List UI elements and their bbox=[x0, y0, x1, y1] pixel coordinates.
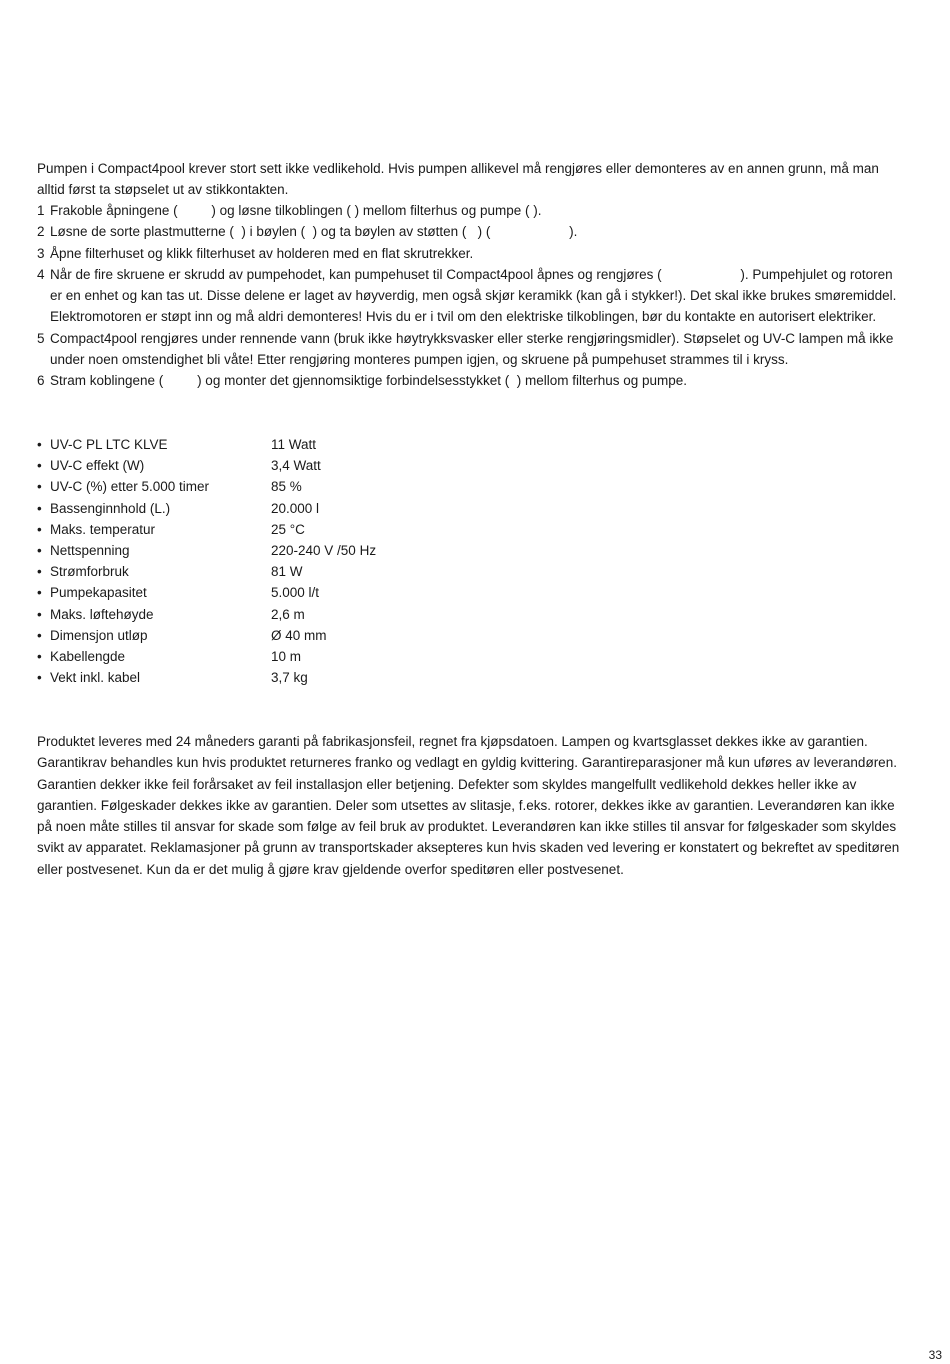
spec-row bbox=[37, 519, 537, 540]
bullet-icon: • bbox=[37, 500, 42, 516]
bullet-icon: • bbox=[37, 648, 42, 664]
spec-value: 20.000 l bbox=[271, 500, 320, 516]
spec-row bbox=[37, 646, 537, 667]
step-item bbox=[37, 200, 907, 221]
spec-label: UV-C (%) etter 5.000 timer bbox=[50, 479, 210, 495]
spec-label: Maks. løftehøyde bbox=[50, 606, 154, 622]
step-number: 2 bbox=[37, 224, 45, 240]
spec-value: Ø 40 mm bbox=[271, 627, 327, 643]
page-number: 33 bbox=[928, 1348, 942, 1362]
spec-value: 3,7 kg bbox=[271, 670, 308, 686]
spec-label: Nettspenning bbox=[50, 542, 130, 558]
spec-row bbox=[37, 625, 537, 646]
step-text: Løsne de sorte plastmutterne ( ) i bøylen ( ) og ta bøylen av støtten ( ) ( ). bbox=[50, 224, 578, 240]
step-number: 1 bbox=[37, 203, 45, 218]
spec-row bbox=[37, 540, 537, 561]
step-text: Stram koblingene ( ) og monter det gjennomsiktige forbindelsesstykket ( ) mellom filterhus og pumpe. bbox=[50, 373, 688, 389]
step-item bbox=[37, 243, 907, 264]
step-text: Når de fire skruene er skrudd av pumpehodet, kan pumpehuset til Compact4pool åpnes og rengjøres ( ). Pumpehjulet og rotoren er en enhet og kan tas ut. Disse delene er laget av høyverdig, men også skjør keramikk (kan gå i stykker!). Det skal ikke brukes smøremiddel. Elektromotoren er støpt inn og må aldri demonteres! Hvis du er i tvil om den elektriske tilkoblingen, bør du kontakte en autorisert elektriker. bbox=[50, 266, 901, 325]
spec-row bbox=[37, 604, 537, 625]
step-item bbox=[37, 328, 907, 371]
spec-row bbox=[37, 561, 537, 582]
spec-row bbox=[37, 498, 537, 519]
bullet-icon: • bbox=[37, 458, 42, 474]
bullet-icon: • bbox=[37, 670, 42, 686]
spec-row bbox=[37, 455, 537, 476]
bullet-icon: • bbox=[37, 564, 42, 580]
spec-value: 220-240 V /50 Hz bbox=[271, 542, 377, 558]
spec-row bbox=[37, 434, 537, 455]
bullet-icon: • bbox=[37, 627, 42, 643]
step-number: 4 bbox=[37, 266, 45, 282]
spec-label: Kabellengde bbox=[50, 648, 126, 664]
step-item bbox=[37, 370, 907, 391]
spec-value: 3,4 Watt bbox=[271, 458, 321, 474]
warranty-paragraph: Produktet leveres med 24 måneders garanti på fabrikasjonsfeil, regnet fra kjøpsdatoen. Lampen og kvartsglasset dekkes ikke av garantien. Garantikrav behandles kun hvis produktet returneres franko og vedlagt en gyldig kvittering. Garantireparasjoner må kun uføres av leverandøren. Garantien dekker ikke feil forårsaket av feil installasjon eller betjening. Defekter som skyldes mangelfullt vedlikehold dekkes heller ikke av garantien. Følgeskader dekkes ikke av garantien. Deler som utsettes av slitasje, f.eks. rotorer, dekkes ikke av garantien. Leverandøren kan ikke på noen måte stilles til ansvar for skade som følge av feil bruk av produktet. Leverandøren kan ikke stilles til ansvar for følgeskader som skyldes svikt av apparatet. Reklamasjoner på grunn av transportskader aksepteres kun hvis skaden ved levering er konstatert og bekreftet av speditøren eller postvesenet. Kun da er det mulig å gjøre krav gjeldende overfor speditøren eller postvesenet. bbox=[37, 734, 900, 877]
step-item bbox=[37, 221, 907, 242]
spec-value: 10 m bbox=[271, 648, 302, 664]
step-number: 6 bbox=[37, 373, 45, 389]
spec-label: UV-C effekt (W) bbox=[50, 458, 145, 474]
bullet-icon: • bbox=[37, 542, 42, 558]
bullet-icon: • bbox=[37, 479, 42, 495]
spec-label: Bassenginnhold (L.) bbox=[50, 500, 171, 516]
step-text: Åpne filterhuset og klikk filterhuset av holderen med en flat skrutrekker. bbox=[50, 245, 474, 261]
step-text: Frakoble åpningene ( ) og løsne tilkoblingen ( ) mellom filterhus og pumpe ( ). bbox=[50, 203, 542, 218]
spec-value: 85 % bbox=[271, 479, 302, 495]
spec-value: 2,6 m bbox=[271, 606, 305, 622]
spec-value: 5.000 l/t bbox=[271, 585, 320, 601]
step-number: 5 bbox=[37, 330, 45, 346]
bullet-icon: • bbox=[37, 437, 42, 452]
spec-row bbox=[37, 667, 537, 688]
spec-label: Dimensjon utløp bbox=[50, 627, 148, 643]
maintenance-intro: Pumpen i Compact4pool krever stort sett ikke vedlikehold. Hvis pumpen allikevel må rengjøres eller demonteres av en annen grunn, må man alltid først ta støpselet ut av stikkontakten. bbox=[37, 161, 879, 198]
step-number: 3 bbox=[37, 245, 45, 261]
spec-value: 81 W bbox=[271, 564, 303, 580]
spec-value: 11 Watt bbox=[271, 437, 317, 452]
spec-row bbox=[37, 476, 537, 497]
spec-label: Vekt inkl. kabel bbox=[50, 670, 141, 686]
spec-value: 25 °C bbox=[271, 521, 305, 537]
maintenance-steps bbox=[37, 200, 907, 392]
step-text: Compact4pool rengjøres under rennende vann (bruk ikke høytrykksvasker eller sterke rengjøringsmidler). Støpselet og UV-C lampen må ikke under noen omstendighet bli våte! Etter rengjøring monteres pumpen igjen, og skruene på pumpehuset strammes til i kryss. bbox=[50, 330, 898, 368]
spec-label: Pumpekapasitet bbox=[50, 585, 147, 601]
step-item bbox=[37, 264, 907, 328]
bullet-icon: • bbox=[37, 606, 42, 622]
spec-label: UV-C PL LTC KLVE bbox=[50, 437, 168, 452]
spec-label: Maks. temperatur bbox=[50, 521, 156, 537]
spec-label: Strømforbruk bbox=[50, 564, 129, 580]
spec-row bbox=[37, 582, 537, 603]
bullet-icon: • bbox=[37, 585, 42, 601]
technical-specs-list bbox=[37, 434, 537, 688]
bullet-icon: • bbox=[37, 521, 42, 537]
